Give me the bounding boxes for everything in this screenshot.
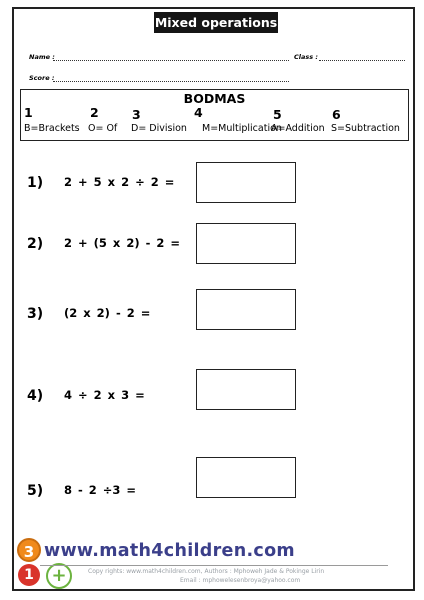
bodmas-heading: BODMAS [183, 91, 246, 106]
question-number: 1) [27, 175, 44, 191]
bodmas-number: 6 [332, 107, 341, 122]
logo-three-icon: 3 [17, 538, 41, 562]
site-url[interactable]: www.math4children.com [44, 541, 295, 561]
bodmas-item: A=Addition [271, 123, 325, 134]
question-number: 3) [27, 306, 44, 322]
answer-box[interactable] [196, 289, 296, 330]
bodmas-number: 2 [90, 105, 99, 120]
class-line[interactable] [319, 60, 405, 61]
answer-box[interactable] [196, 457, 296, 498]
bodmas-number: 3 [132, 107, 141, 122]
score-label: Score : [29, 74, 55, 82]
question-number: 4) [27, 388, 44, 404]
question-expression: 2 + (5 x 2) - 2 = [64, 236, 181, 250]
bodmas-item: S=Subtraction [331, 123, 400, 134]
question-expression: 8 - 2 ÷3 = [64, 483, 137, 497]
bodmas-item: D= Division [131, 123, 187, 134]
question-number: 5) [27, 483, 44, 499]
name-line[interactable] [53, 60, 289, 61]
logo-one-icon: 1 [18, 564, 40, 586]
bodmas-item: B=Brackets [24, 123, 80, 134]
logo-plus-icon: + [46, 563, 72, 589]
answer-box[interactable] [196, 369, 296, 410]
question-expression: 2 + 5 x 2 ÷ 2 = [64, 175, 175, 189]
footer-divider [40, 565, 388, 566]
question-expression: (2 x 2) - 2 = [64, 306, 151, 320]
answer-box[interactable] [196, 223, 296, 264]
bodmas-item: M=Multiplication [202, 123, 282, 134]
bodmas-item: O= Of [88, 123, 118, 134]
answer-box[interactable] [196, 162, 296, 203]
bodmas-box [20, 89, 409, 141]
email-text: Email : mphowelesenbroya@yahoo.com [180, 577, 301, 584]
question-number: 2) [27, 236, 44, 252]
copyright-text: Copy rights: www.math4children.com, Authors : Mphoweh Jade & Pokinge Lirin [88, 568, 325, 575]
score-line[interactable] [53, 81, 289, 82]
worksheet-title: Mixed operations [154, 12, 278, 33]
bodmas-number: 4 [194, 105, 203, 120]
class-label: Class : [294, 53, 318, 61]
bodmas-number: 1 [24, 105, 33, 120]
bodmas-number: 5 [273, 107, 282, 122]
name-label: Name : [29, 53, 55, 61]
question-expression: 4 ÷ 2 x 3 = [64, 388, 145, 402]
